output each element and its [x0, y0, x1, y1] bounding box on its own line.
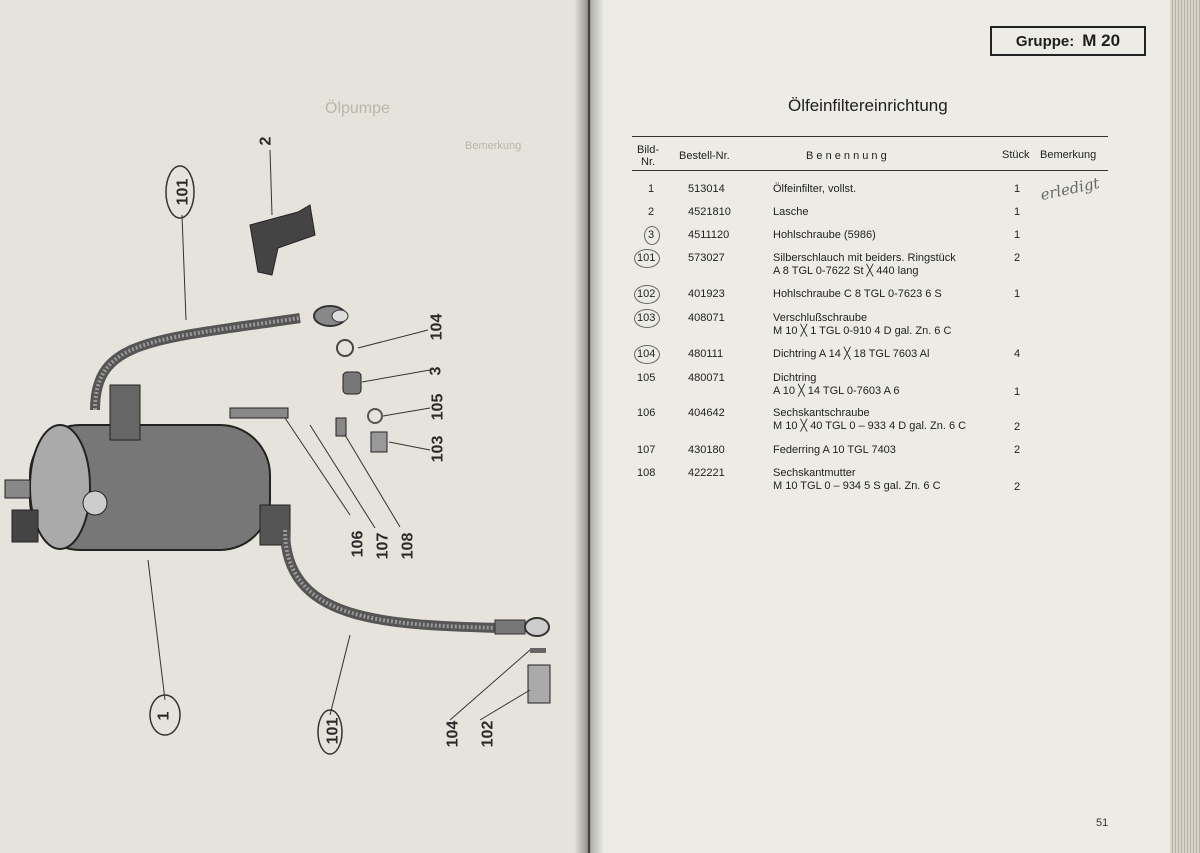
col-header-bild: Bild- — [637, 144, 660, 156]
row-benennung-line: Dichtring — [773, 372, 817, 384]
row-stueck: 1 — [1014, 288, 1021, 300]
row-bestell-nr: 513014 — [688, 183, 725, 195]
col-header-bemerkung: Bemerkung — [1040, 149, 1097, 161]
bild-nr-circle — [634, 249, 660, 268]
row-stueck: 4 — [1014, 348, 1021, 360]
row-stueck: 1 — [1014, 183, 1021, 195]
row-benennung-line: Sechskantmutter — [773, 467, 856, 479]
row-bild-nr: 106 — [637, 407, 656, 419]
row-benennung-line: M 10 ╳ 1 TGL 0-910 4 D gal. Zn. 6 C — [773, 325, 952, 337]
row-bestell-nr: 4521810 — [688, 206, 731, 218]
row-bestell-nr: 422221 — [688, 467, 725, 479]
row-bestell-nr: 404642 — [688, 407, 725, 419]
row-bestell-nr: 480111 — [688, 348, 724, 360]
callout-106: 106 — [349, 530, 367, 558]
row-benennung-line: Federring A 10 TGL 7403 — [773, 444, 896, 456]
callout-103: 103 — [429, 435, 447, 463]
row-stueck: 2 — [1014, 481, 1021, 493]
row-bild-nr: 108 — [637, 467, 656, 479]
row-bestell-nr: 480071 — [688, 372, 725, 384]
table-header-rule — [632, 170, 1108, 171]
handwritten-note: erledigt — [1038, 173, 1101, 205]
ghost-text: Bemerkung — [465, 140, 522, 152]
row-bestell-nr: 4511120 — [688, 229, 730, 241]
row-benennung-line: Lasche — [773, 206, 809, 218]
row-bestell-nr: 401923 — [688, 288, 725, 300]
col-header-nr: Nr. — [641, 156, 656, 168]
row-benennung-line: Verschlußschraube — [773, 312, 868, 324]
callout-101-top: 101 — [174, 178, 192, 206]
row-stueck: 1 — [1014, 206, 1021, 218]
row-stueck: 2 — [1014, 444, 1021, 456]
row-benennung-line: Ölfeinfilter, vollst. — [773, 183, 857, 195]
callout-102: 102 — [479, 720, 497, 748]
table-top-rule — [632, 136, 1108, 137]
bild-nr-circle — [644, 226, 660, 245]
row-bild-nr: 103 — [637, 312, 656, 324]
row-bild-nr: 104 — [637, 348, 656, 360]
bild-nr-circle — [634, 309, 660, 328]
row-benennung-line: M 10 ╳ 40 TGL 0 – 933 4 D gal. Zn. 6 C — [773, 420, 967, 432]
callout-105: 105 — [429, 393, 447, 421]
row-benennung-line: Hohlschraube (5986) — [773, 229, 876, 241]
bild-nr-circle — [634, 285, 660, 304]
callout-108: 108 — [399, 532, 417, 560]
row-stueck: 1 — [1014, 386, 1021, 398]
hose-lower — [285, 530, 500, 628]
row-bild-nr: 102 — [637, 288, 656, 300]
callout-101-bottom: 101 — [324, 717, 342, 745]
row-benennung-line: A 8 TGL 0-7622 St ╳ 440 lang — [773, 265, 919, 277]
bild-nr-circle — [634, 345, 660, 364]
ghost-title: Ölpumpe — [325, 100, 390, 117]
row-benennung-line: Dichtring A 14 ╳ 18 TGL 7603 Al — [773, 348, 930, 360]
row-stueck: 2 — [1014, 252, 1021, 264]
callout-104-bottom: 104 — [444, 720, 462, 748]
group-value: M 20 — [1082, 31, 1121, 50]
col-header-bestell: Bestell-Nr. — [679, 150, 730, 162]
callout-104-top: 104 — [428, 313, 446, 341]
exploded-parts-drawing — [0, 0, 588, 853]
left-page-diagram — [0, 0, 588, 853]
bracket-lasche — [250, 205, 315, 275]
row-bild-nr: 105 — [637, 372, 656, 384]
group-label: Gruppe: — [1015, 32, 1075, 50]
row-bestell-nr: 408071 — [688, 312, 725, 324]
row-stueck: 2 — [1014, 421, 1021, 433]
callout-3: 3 — [427, 366, 445, 376]
col-header-benennung: B e n e n n u n g — [806, 150, 887, 162]
callout-2: 2 — [257, 136, 275, 146]
row-benennung-line: M 10 TGL 0 – 934 5 S gal. Zn. 6 C — [773, 480, 941, 492]
row-benennung-line: A 10 ╳ 14 TGL 0-7603 A 6 — [773, 385, 900, 397]
page-title: Ölfeinfiltereinrichtung — [788, 96, 948, 115]
row-bild-nr: 107 — [637, 444, 656, 456]
row-bestell-nr: 573027 — [688, 252, 725, 264]
callout-1: 1 — [155, 711, 173, 721]
row-benennung-line: Hohlschraube C 8 TGL 0-7623 6 S — [773, 288, 942, 300]
row-benennung-line: Sechskantschraube — [773, 407, 870, 419]
callout-107: 107 — [374, 532, 392, 560]
page-number: 51 — [1096, 817, 1109, 829]
col-header-stueck: Stück — [1002, 149, 1030, 161]
row-bestell-nr: 430180 — [688, 444, 725, 456]
row-bild-nr: 101 — [637, 252, 656, 264]
row-stueck: 1 — [1014, 229, 1021, 241]
row-benennung-line: Silberschlauch mit beiders. Ringstück — [773, 252, 956, 264]
book-gutter — [574, 0, 604, 853]
row-bild-nr: 2 — [648, 206, 655, 218]
page-edges — [1170, 0, 1200, 853]
group-box — [990, 26, 1146, 56]
row-bild-nr: 1 — [648, 183, 655, 195]
row-bild-nr: 3 — [648, 229, 655, 241]
